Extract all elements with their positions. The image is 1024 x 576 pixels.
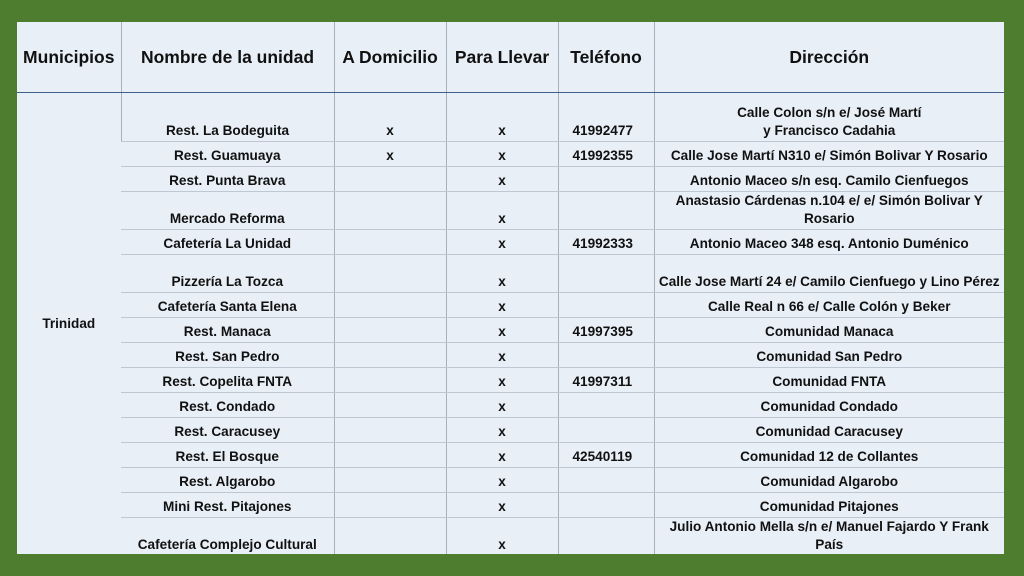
direccion-cell: Comunidad Pitajones [654, 493, 1004, 518]
para-llevar-cell: x [446, 393, 558, 418]
telefono-cell: 41997311 [558, 368, 654, 393]
direccion-cell: Comunidad Caracusey [654, 418, 1004, 443]
telefono-cell [558, 493, 654, 518]
para-llevar-cell: x [446, 443, 558, 468]
a-domicilio-cell [334, 167, 446, 192]
restaurant-table-slide [17, 22, 1004, 554]
para-llevar-cell: x [446, 255, 558, 293]
unit-name-cell: Rest. La Bodeguita [121, 93, 334, 142]
header-municipios: Municipios [17, 22, 121, 93]
unit-name-cell: Mercado Reforma [121, 192, 334, 230]
telefono-cell: 41992355 [558, 142, 654, 167]
unit-name-cell: Rest. Condado [121, 393, 334, 418]
header-nombre-unidad: Nombre de la unidad [121, 22, 334, 93]
table-row [17, 318, 1004, 343]
direccion-cell: Calle Jose Martí 24 e/ Camilo Cienfuego y Lino Pérez [654, 255, 1004, 293]
table-row [17, 167, 1004, 192]
telefono-cell: 41992477 [558, 93, 654, 142]
unit-name-cell: Rest. Manaca [121, 318, 334, 343]
header-a-domicilio: A Domicilio [334, 22, 446, 93]
table-row [17, 93, 1004, 142]
telefono-cell [558, 418, 654, 443]
unit-name-cell: Rest. Algarobo [121, 468, 334, 493]
telefono-cell: 41992333 [558, 230, 654, 255]
table-row [17, 468, 1004, 493]
unit-name-cell: Rest. Guamuaya [121, 142, 334, 167]
direccion-cell: Calle Colon s/n e/ José Martí y Francisco Cadahia [654, 93, 1004, 142]
a-domicilio-cell [334, 293, 446, 318]
telefono-cell [558, 293, 654, 318]
para-llevar-cell: x [446, 293, 558, 318]
a-domicilio-cell [334, 255, 446, 293]
telefono-cell [558, 192, 654, 230]
telefono-cell [558, 468, 654, 493]
unit-name-cell: Rest. Punta Brava [121, 167, 334, 192]
table-row [17, 230, 1004, 255]
telefono-cell [558, 518, 654, 555]
para-llevar-cell: x [446, 493, 558, 518]
header-row [17, 22, 1004, 93]
direccion-cell: Comunidad Manaca [654, 318, 1004, 343]
header-para-llevar: Para Llevar [446, 22, 558, 93]
table-row [17, 443, 1004, 468]
para-llevar-cell: x [446, 230, 558, 255]
table-row [17, 493, 1004, 518]
table-row [17, 343, 1004, 368]
a-domicilio-cell: x [334, 142, 446, 167]
unit-name-cell: Cafetería Complejo Cultural [121, 518, 334, 555]
direccion-cell: Antonio Maceo 348 esq. Antonio Duménico [654, 230, 1004, 255]
para-llevar-cell: x [446, 418, 558, 443]
unit-name-cell: Mini Rest. Pitajones [121, 493, 334, 518]
a-domicilio-cell [334, 192, 446, 230]
unit-name-cell: Cafetería La Unidad [121, 230, 334, 255]
direccion-cell: Comunidad 12 de Collantes [654, 443, 1004, 468]
restaurant-table [17, 22, 1004, 554]
a-domicilio-cell [334, 318, 446, 343]
unit-name-cell: Pizzería La Tozca [121, 255, 334, 293]
direccion-cell: Comunidad Condado [654, 393, 1004, 418]
unit-name-cell: Rest. Caracusey [121, 418, 334, 443]
header-telefono: Teléfono [558, 22, 654, 93]
direccion-cell: Julio Antonio Mella s/n e/ Manuel Fajardo Y Frank País [654, 518, 1004, 555]
table-row [17, 142, 1004, 167]
a-domicilio-cell: x [334, 93, 446, 142]
a-domicilio-cell [334, 343, 446, 368]
a-domicilio-cell [334, 418, 446, 443]
para-llevar-cell: x [446, 518, 558, 555]
a-domicilio-cell [334, 443, 446, 468]
direccion-cell: Calle Real n 66 e/ Calle Colón y Beker [654, 293, 1004, 318]
a-domicilio-cell [334, 368, 446, 393]
telefono-cell [558, 167, 654, 192]
para-llevar-cell: x [446, 93, 558, 142]
unit-name-cell: Rest. San Pedro [121, 343, 334, 368]
table-row [17, 393, 1004, 418]
a-domicilio-cell [334, 493, 446, 518]
unit-name-cell: Rest. Copelita FNTA [121, 368, 334, 393]
table-row [17, 293, 1004, 318]
header-direccion: Dirección [654, 22, 1004, 93]
a-domicilio-cell [334, 393, 446, 418]
para-llevar-cell: x [446, 343, 558, 368]
para-llevar-cell: x [446, 468, 558, 493]
direccion-cell: Comunidad San Pedro [654, 343, 1004, 368]
telefono-cell [558, 255, 654, 293]
unit-name-cell: Rest. El Bosque [121, 443, 334, 468]
para-llevar-cell: x [446, 192, 558, 230]
telefono-cell: 42540119 [558, 443, 654, 468]
table-row [17, 368, 1004, 393]
telefono-cell [558, 343, 654, 368]
a-domicilio-cell [334, 230, 446, 255]
para-llevar-cell: x [446, 142, 558, 167]
direccion-cell: Calle Jose Martí N310 e/ Simón Bolivar Y Rosario [654, 142, 1004, 167]
table-row [17, 255, 1004, 293]
table-row [17, 518, 1004, 555]
direccion-cell: Anastasio Cárdenas n.104 e/ e/ Simón Bolivar Y Rosario [654, 192, 1004, 230]
municipio-cell: Trinidad [42, 315, 96, 331]
telefono-cell: 41997395 [558, 318, 654, 343]
unit-name-cell: Cafetería Santa Elena [121, 293, 334, 318]
para-llevar-cell: x [446, 318, 558, 343]
para-llevar-cell: x [446, 368, 558, 393]
telefono-cell [558, 393, 654, 418]
para-llevar-cell: x [446, 167, 558, 192]
table-row [17, 418, 1004, 443]
table-body [17, 93, 1004, 555]
direccion-cell: Comunidad FNTA [654, 368, 1004, 393]
direccion-cell: Antonio Maceo s/n esq. Camilo Cienfuegos [654, 167, 1004, 192]
direccion-cell: Comunidad Algarobo [654, 468, 1004, 493]
a-domicilio-cell [334, 518, 446, 555]
table-row [17, 192, 1004, 230]
a-domicilio-cell [334, 468, 446, 493]
